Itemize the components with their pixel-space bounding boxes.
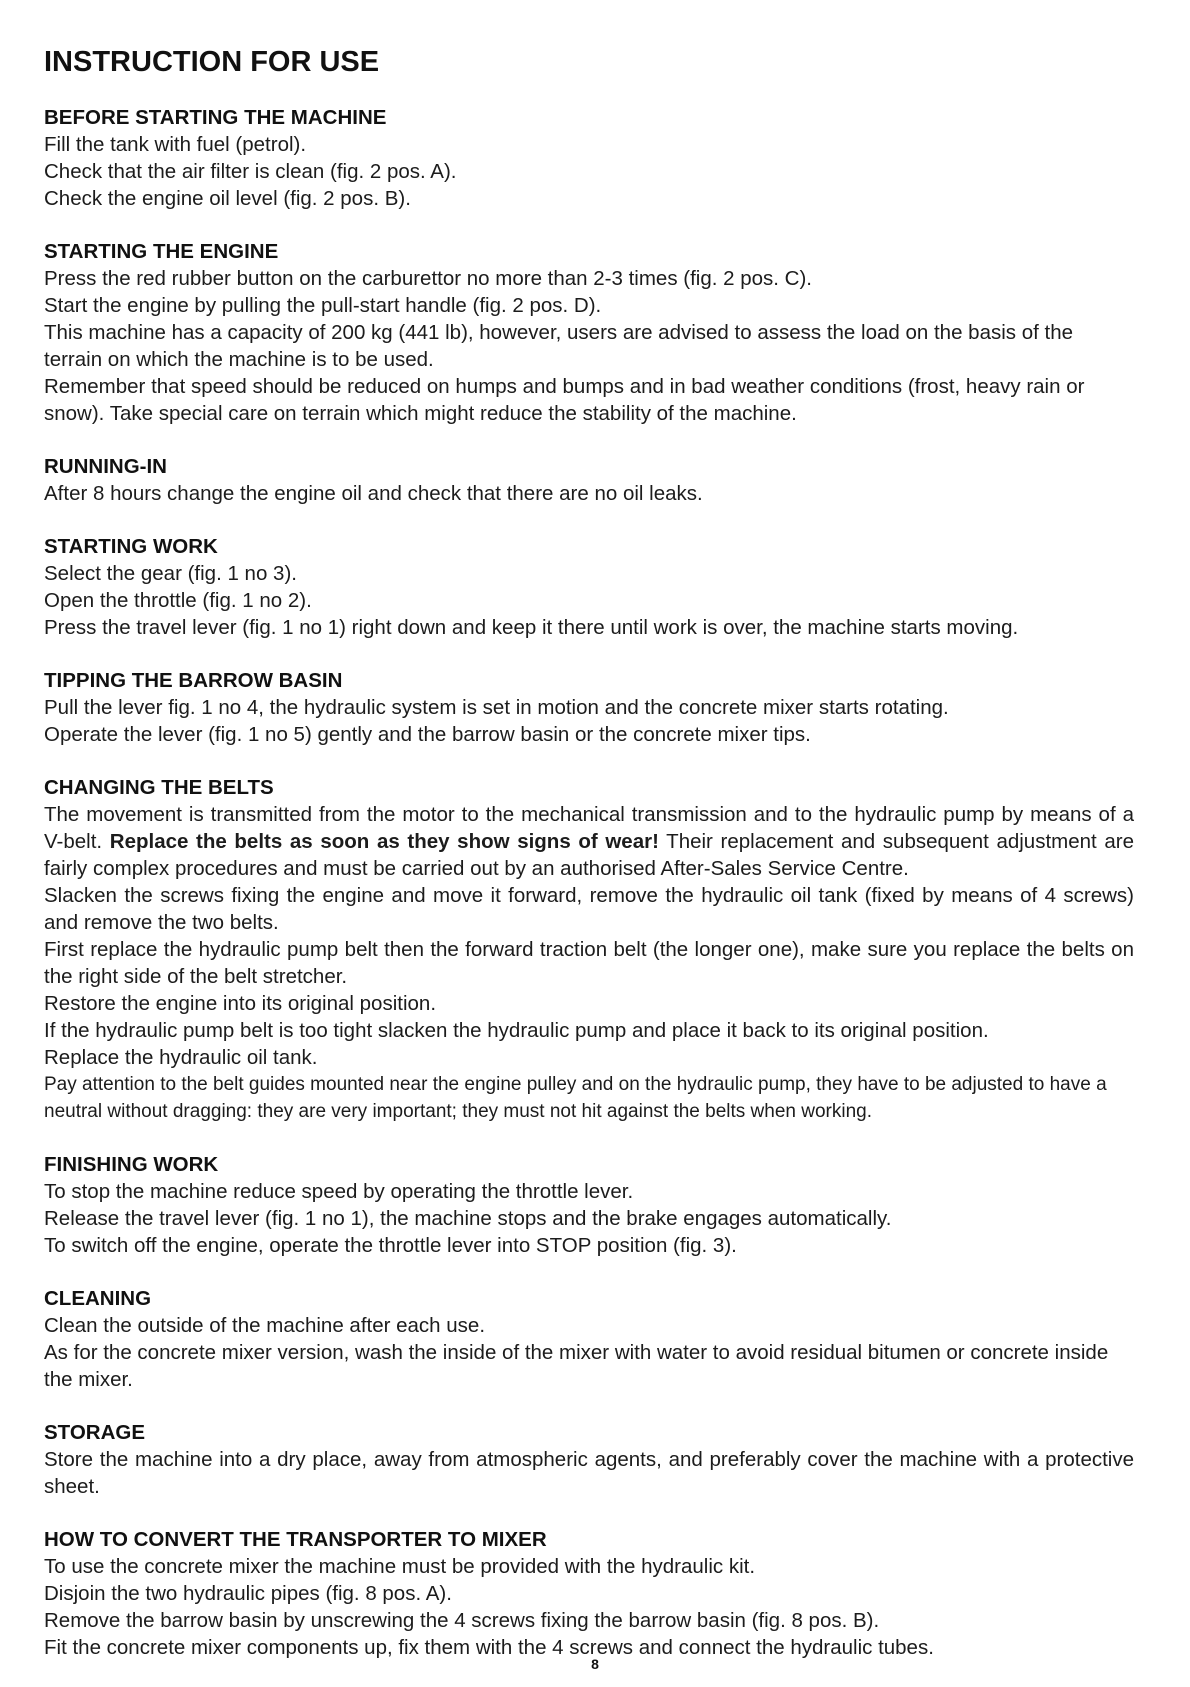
section-heading: FINISHING WORK: [44, 1153, 219, 1176]
paragraph: Slacken the screws fixing the engine and move it forward, remove the hydraulic oil tank (fixed by means of 4 screws) and remove the two belts.: [44, 884, 1134, 934]
paragraph: Select the gear (fig. 1 no 3).: [44, 562, 297, 585]
section-heading: TIPPING THE BARROW BASIN: [44, 669, 343, 692]
paragraph: Check that the air filter is clean (fig. 2 pos. A).: [44, 160, 457, 183]
paragraph: Replace the hydraulic oil tank.: [44, 1046, 318, 1069]
section-heading: STARTING THE ENGINE: [44, 240, 279, 263]
paragraph: Pay attention to the belt guides mounted near the engine pulley and on the hydraulic pump, they have to be adjusted to have a neutral without dragging: they are very important; they must not hit against the belts when working.: [44, 1074, 1107, 1122]
paragraph-belts-intro: [44, 801, 1134, 882]
document-page: [44, 44, 1134, 1687]
paragraph: Press the travel lever (fig. 1 no 1) right down and keep it there until work is over, the machine starts moving.: [44, 616, 1019, 639]
paragraph: Clean the outside of the machine after each use.: [44, 1314, 486, 1337]
paragraph: To switch off the engine, operate the throttle lever into STOP position (fig. 3).: [44, 1234, 737, 1257]
text-run: The movement is transmitted from the motor to the mechanical transmission and to the hydraulic pump by means of a V-belt.: [44, 803, 1134, 853]
paragraph: This machine has a capacity of 200 kg (441 lb), however, users are advised to assess the load on the basis of the terrain on which the machine is to be used.: [44, 321, 1074, 371]
section-convert-to-mixer: [44, 1526, 1134, 1661]
paragraph: Press the red rubber button on the carburettor no more than 2-3 times (fig. 2 pos. C).: [44, 267, 812, 290]
section-before-starting: [44, 104, 1134, 212]
text-run: Their replacement and subsequent adjustment are fairly complex procedures and must be carried out by an authorised After-Sales Service Centre.: [44, 830, 1134, 880]
section-starting-work: [44, 533, 1134, 641]
paragraph: Disjoin the two hydraulic pipes (fig. 8 pos. A).: [44, 1582, 452, 1605]
section-finishing-work: [44, 1151, 1134, 1259]
page-number: 8: [591, 1656, 599, 1672]
section-cleaning: [44, 1285, 1134, 1393]
paragraph: After 8 hours change the engine oil and check that there are no oil leaks.: [44, 482, 703, 505]
paragraph: To stop the machine reduce speed by operating the throttle lever.: [44, 1180, 634, 1203]
paragraph: Fit the concrete mixer components up, fix them with the 4 screws and connect the hydraulic tubes.: [44, 1636, 934, 1659]
section-heading: RUNNING-IN: [44, 455, 167, 478]
page-title: INSTRUCTION FOR USE: [44, 46, 380, 78]
paragraph: Remove the barrow basin by unscrewing the 4 screws fixing the barrow basin (fig. 8 pos. B).: [44, 1609, 880, 1632]
paragraph: If the hydraulic pump belt is too tight slacken the hydraulic pump and place it back to its original position.: [44, 1019, 989, 1042]
section-heading: HOW TO CONVERT THE TRANSPORTER TO MIXER: [44, 1528, 547, 1551]
paragraph: To use the concrete mixer the machine must be provided with the hydraulic kit.: [44, 1555, 756, 1578]
paragraph: As for the concrete mixer version, wash the inside of the mixer with water to avoid residual bitumen or concrete inside the mixer.: [44, 1341, 1109, 1391]
paragraph: Fill the tank with fuel (petrol).: [44, 133, 307, 156]
section-heading: CLEANING: [44, 1287, 152, 1310]
section-heading: STORAGE: [44, 1421, 145, 1444]
section-heading: STARTING WORK: [44, 535, 218, 558]
paragraph: Start the engine by pulling the pull-start handle (fig. 2 pos. D).: [44, 294, 602, 317]
section-tipping-barrow: [44, 667, 1134, 748]
section-running-in: [44, 453, 1134, 507]
section-starting-engine: [44, 238, 1134, 427]
paragraph: Open the throttle (fig. 1 no 2).: [44, 589, 312, 612]
section-heading: CHANGING THE BELTS: [44, 776, 274, 799]
section-storage: [44, 1419, 1134, 1500]
section-changing-belts: [44, 774, 1134, 1125]
paragraph: Check the engine oil level (fig. 2 pos. B).: [44, 187, 411, 210]
paragraph: Store the machine into a dry place, away from atmospheric agents, and preferably cover the machine with a protective sheet.: [44, 1448, 1134, 1498]
paragraph: Release the travel lever (fig. 1 no 1), the machine stops and the brake engages automatically.: [44, 1207, 892, 1230]
paragraph: Restore the engine into its original position.: [44, 992, 437, 1015]
warning-text: Replace the belts as soon as they show signs of wear!: [109, 830, 659, 853]
paragraph: First replace the hydraulic pump belt then the forward traction belt (the longer one), make sure you replace the belts on the right side of the belt stretcher.: [44, 938, 1134, 988]
paragraph: Pull the lever fig. 1 no 4, the hydraulic system is set in motion and the concrete mixer starts rotating.: [44, 696, 949, 719]
paragraph: Remember that speed should be reduced on humps and bumps and in bad weather conditions (frost, heavy rain or snow). Take special care on terrain which might reduce the stability of the machine.: [44, 375, 1085, 425]
paragraph: Operate the lever (fig. 1 no 5) gently and the barrow basin or the concrete mixer tips.: [44, 723, 811, 746]
section-heading: BEFORE STARTING THE MACHINE: [44, 106, 387, 129]
